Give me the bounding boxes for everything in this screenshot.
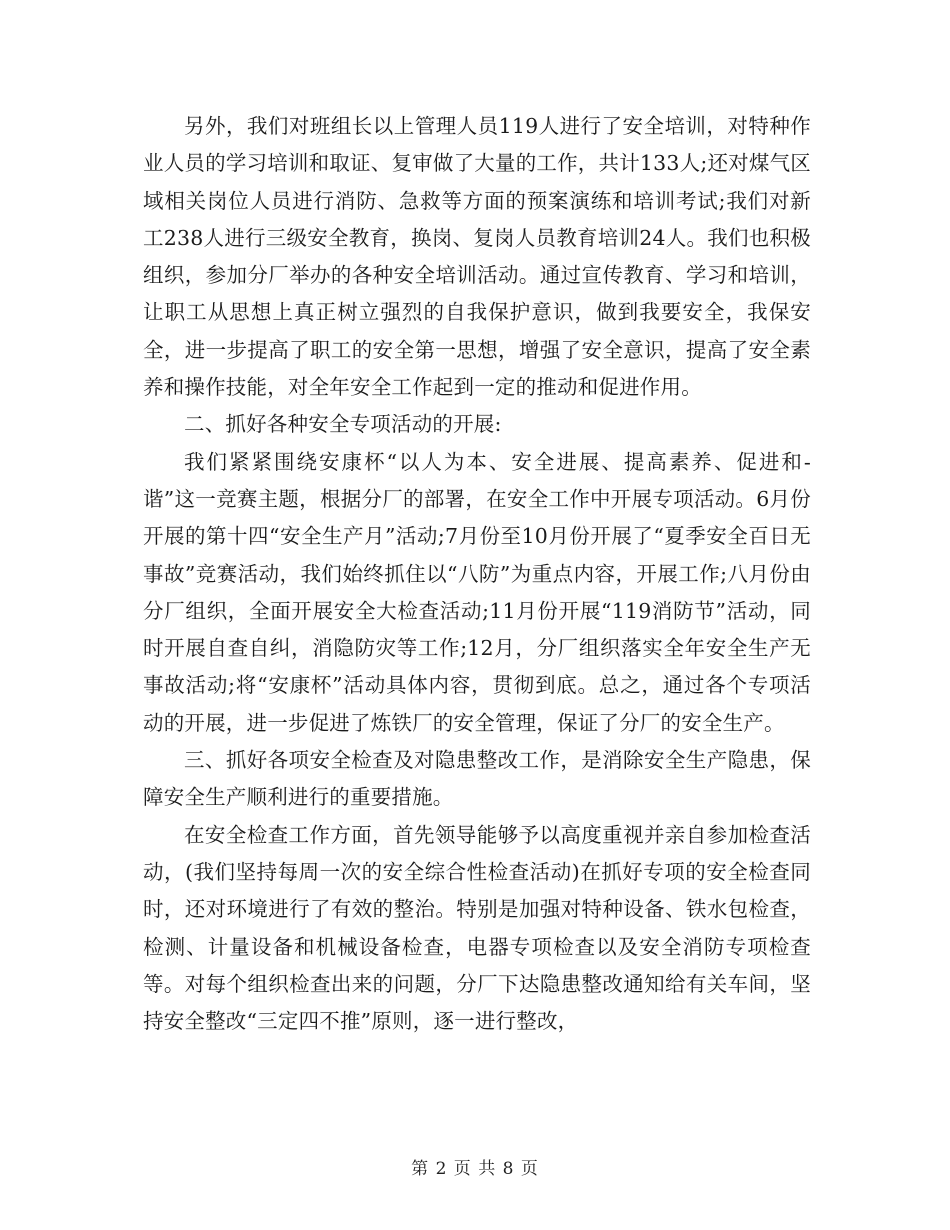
section-heading-inspection: 三、抓好各项安全检查及对隐患整改工作，是消除安全生产隐患，保障安全生产顺利进行的重要措施。	[143, 748, 811, 810]
section-heading-special-activities: 二、抓好各种安全专项活动的开展:	[184, 412, 502, 437]
paragraph-special-activities: 我们紧紧围绕安康杯“以人为本、安全进展、提高素养、促进和-谐”这一竞赛主题，根据分厂的部署，在安全工作中开展专项活动。6月份开展的第十四“安全生产月”活动;7月份至10月份开展了“夏季安全百日无事故”竞赛活动，我们始终抓住以“八防”为重点内容，开展工作;八月份由分厂组织，全面开展安全大检查活动;11月份开展“119消防节”活动，同时开展自查自纠，消隐防灾等工作;12月，分厂组织落实全年安全生产无事故活动;将“安康杯”活动具体内容，贯彻到底。总之，通过各个专项活动的开展，进一步促进了炼铁厂的安全管理，保证了分厂的安全生产。	[143, 449, 811, 735]
paragraph-inspection: 在安全检查工作方面，首先领导能够予以高度重视并亲自参加检查活动，(我们坚持每周一次的安全综合性检查活动)在抓好专项的安全检查同时，还对环境进行了有效的整治。特别是加强对特种设备、铁水包检查，检测、计量设备和机械设备检查，电器专项检查以及安全消防专项检查等。对每个组织检查出来的问题，分厂下达隐患整改通知给有关车间，坚持安全整改“三定四不推”原则，逐一进行整改，	[143, 822, 811, 1034]
page-number-label: 第 2 页 共 8 页	[411, 1159, 539, 1179]
document-body	[143, 108, 811, 1040]
page-footer	[0, 1154, 950, 1179]
paragraph-training: 另外，我们对班组长以上管理人员119人进行了安全培训，对特种作业人员的学习培训和取证、复审做了大量的工作，共计133人;还对煤气区域相关岗位人员进行消防、急救等方面的预案演练和培训考试;我们对新工238人进行三级安全教育，换岗、复岗人员教育培训24人。我们也积极组织，参加分厂举办的各种安全培训活动。通过宣传教育、学习和培训，让职工从思想上真正树立强烈的自我保护意识，做到我要安全，我保安全，进一步提高了职工的安全第一思想，增强了安全意识，提高了安全素养和操作技能，对全年安全工作起到一定的推动和促进作用。	[143, 114, 811, 400]
